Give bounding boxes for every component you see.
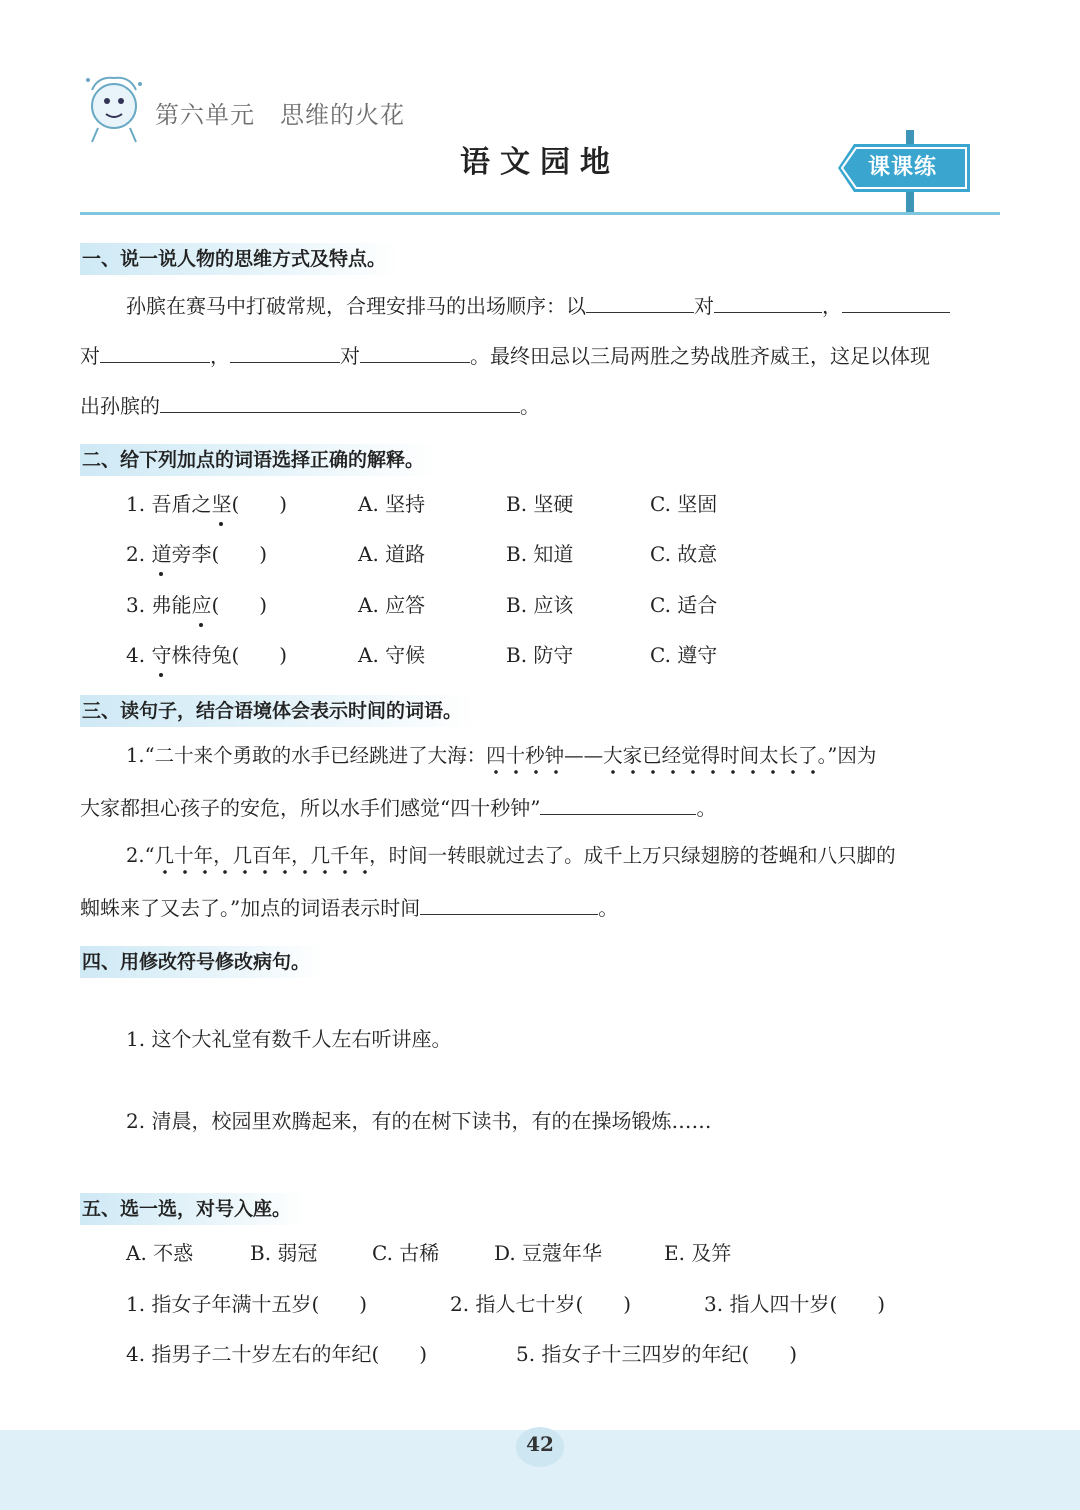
answer-blank[interactable]	[360, 338, 470, 363]
answer-blank[interactable]	[586, 288, 694, 313]
answer-blank[interactable]	[420, 890, 598, 915]
s1-line-1: 孙膑在赛马中打破常规，合理安排马的出场顺序：以 对 ，	[126, 288, 950, 322]
dotted-phrase: 四十秒钟	[486, 745, 564, 775]
choice-c: C. 古稀	[372, 1241, 440, 1265]
s3-q2-line-1: 2.“几十年，几百年，几千年，时间一转眼就过去了。成千上万只绿翅膀的苍蝇和八只脚的	[126, 840, 896, 875]
choice-d: D. 豆蔻年华	[494, 1241, 603, 1265]
badge-label: 课课练	[868, 155, 938, 180]
s1-line-2: 对 ， 对 。最终田忌以三局两胜之势战胜齐威王，这足以体现	[80, 338, 930, 372]
unit-title: 第六单元 思维的火花	[155, 101, 405, 129]
answer-paren[interactable]: ( )	[231, 492, 288, 516]
option-b[interactable]: B. 知道	[506, 542, 574, 566]
page-number: 42	[526, 1432, 554, 1456]
s4-sentence-1[interactable]: 1. 这个大礼堂有数千人左右听讲座。	[126, 1027, 452, 1051]
option-c[interactable]: C. 遵守	[650, 643, 718, 667]
answer-blank[interactable]	[230, 338, 340, 363]
s5-question-2[interactable]: 2. 指人七十岁( )	[450, 1292, 632, 1316]
s5-question-3[interactable]: 3. 指人四十岁( )	[704, 1292, 886, 1316]
section-5-heading: 五、选一选，对号入座。	[80, 1193, 305, 1225]
section-4-heading: 四、用修改符号修改病句。	[80, 946, 324, 978]
option-a[interactable]: A. 坚持	[358, 492, 426, 516]
dotted-phrase: 大家已经觉得时间太长了	[603, 745, 818, 775]
s3-q2-line-2: 蜘蛛来了又去了。”加点的词语表示时间 。	[80, 890, 618, 924]
option-c[interactable]: C. 故意	[650, 542, 718, 566]
answer-blank[interactable]	[842, 288, 950, 313]
answer-blank[interactable]	[100, 338, 210, 363]
section-1-heading: 一、说一说人物的思维方式及特点。	[80, 243, 400, 275]
option-c[interactable]: C. 坚固	[650, 492, 718, 516]
choice-e: E. 及笄	[664, 1241, 732, 1265]
answer-paren[interactable]: ( )	[211, 542, 268, 566]
dotted-phrase: 几十年，几百年，几千年	[155, 845, 370, 875]
answer-blank[interactable]	[160, 388, 520, 413]
choice-a: A. 不惑	[126, 1241, 194, 1265]
section-3-heading: 三、读句子，结合语境体会表示时间的词语。	[80, 695, 476, 727]
s2-item-1: 1. 吾盾之坚( )	[126, 488, 287, 520]
s2-item-4: 4. 守株待兔( )	[126, 639, 287, 671]
answer-blank[interactable]	[714, 288, 822, 313]
header-divider	[80, 212, 1000, 215]
mascot-illustration	[78, 70, 148, 146]
option-a[interactable]: A. 应答	[358, 593, 426, 617]
choice-b: B. 弱冠	[250, 1241, 318, 1265]
s5-question-1[interactable]: 1. 指女子年满十五岁( )	[126, 1292, 368, 1316]
option-b[interactable]: B. 应该	[506, 593, 574, 617]
s1-line-3: 出孙膑的 。	[80, 388, 540, 422]
answer-paren[interactable]: ( )	[231, 643, 288, 667]
option-c[interactable]: C. 适合	[650, 593, 718, 617]
s4-sentence-2[interactable]: 2. 清晨，校园里欢腾起来，有的在树下读书，有的在操场锻炼……	[126, 1109, 712, 1133]
s2-item-2: 2. 道旁李( )	[126, 538, 267, 570]
s5-question-4[interactable]: 4. 指男子二十岁左右的年纪( )	[126, 1342, 428, 1366]
option-b[interactable]: B. 防守	[506, 643, 574, 667]
s2-item-3: 3. 弗能应( )	[126, 589, 267, 621]
answer-paren[interactable]: ( )	[211, 593, 268, 617]
section-2-heading: 二、给下列加点的词语选择正确的解释。	[80, 444, 438, 476]
option-a[interactable]: A. 守候	[358, 643, 426, 667]
s3-q1-line-1: 1.“二十来个勇敢的水手已经跳进了大海：四十秒钟——大家已经觉得时间太长了。”因为	[126, 740, 876, 775]
s5-question-5[interactable]: 5. 指女子十三四岁的年纪( )	[516, 1342, 798, 1366]
option-b[interactable]: B. 坚硬	[506, 492, 574, 516]
answer-blank[interactable]	[540, 790, 696, 815]
page-title: 语文园地	[460, 145, 620, 180]
option-a[interactable]: A. 道路	[358, 542, 426, 566]
s3-q1-line-2: 大家都担心孩子的安危，所以水手们感觉“四十秒钟” 。	[80, 790, 716, 824]
